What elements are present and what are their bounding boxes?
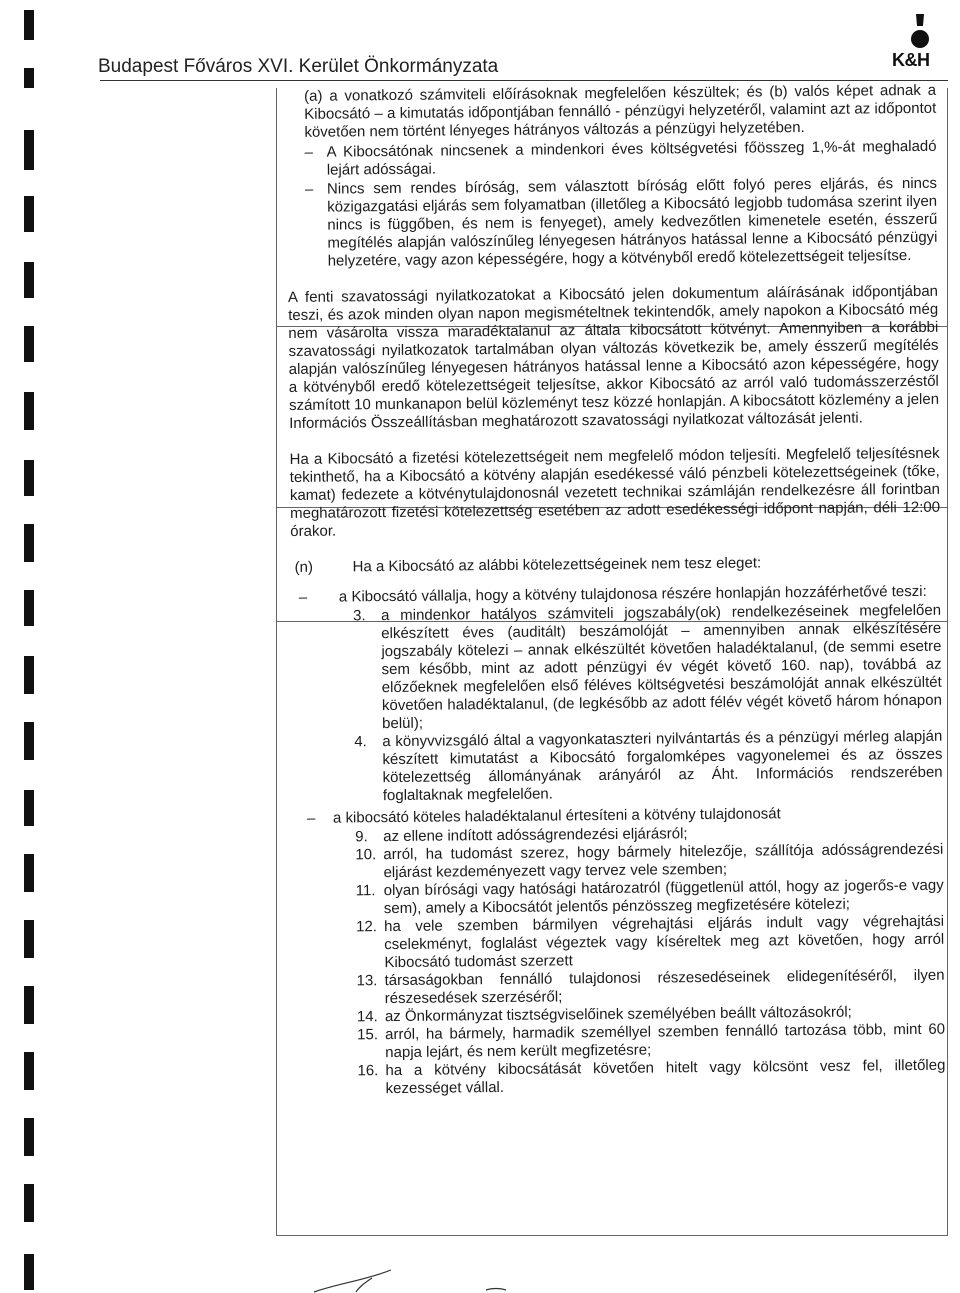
item-number: 12.: [355, 918, 377, 936]
item-number: 11.: [355, 882, 376, 900]
numbered-item-text: az Önkormányzat tisztségviselőinek személyében beállt változásokról;: [384, 1003, 852, 1026]
scan-binder-mark: [24, 326, 34, 362]
numbered-item: [294, 913, 944, 973]
numbered-item: [292, 728, 943, 806]
list-item: [287, 138, 937, 180]
section-label: (n): [294, 558, 314, 576]
section-heading-text: Ha a Kibocsátó az alábbi kötelezettségeinek nem tesz eleget:: [352, 554, 762, 576]
item-number: 16.: [357, 1062, 379, 1080]
item-number: 9.: [355, 828, 368, 846]
item-number: 4.: [354, 733, 367, 751]
section-n-heading: [291, 553, 941, 577]
dash-bullet: –: [304, 143, 314, 161]
list-item-text: a Kibocsátó vállalja, hogy a kötvény tulajdonosa részére honlapján hozzáférhetővé teszi:: [338, 582, 927, 606]
numbered-item: [293, 841, 943, 883]
scan-binder-mark: [24, 656, 34, 694]
list-item-text: Nincs sem rendes bíróság, sem választott bíróság előtt folyó peres eljárás, és nincs közigazgatási eljárás sem folyamatban (illetőleg a Kibocsátó legjobb tudomása szerint ilyen nincs is függőben, és nem is fenyeget), amely kedvezőtlen kimenetele esetén, ésszerű megítélés alapján valószínűleg lényegesen hátrányos hatással lenne a Kibocsátó pénzügyi helyzetére, vagy azon képességére, hogy a kötvényből eredő kötelezettségeit teljesítse.: [326, 174, 938, 270]
numbered-item-text: az ellene indított adósságrendezési eljárásról;: [383, 825, 688, 846]
dash-bullet: –: [304, 180, 314, 198]
list-item: [287, 175, 938, 271]
numbered-item: [294, 967, 944, 1009]
item-number: 13.: [356, 972, 378, 990]
item-number: 14.: [356, 1008, 378, 1026]
scan-binder-mark: [24, 392, 34, 430]
scan-binder-mark: [24, 1052, 34, 1090]
scan-binder-mark: [24, 722, 34, 760]
scan-binder-mark: [24, 854, 34, 892]
document-body: [286, 82, 946, 1099]
scan-binder-mark: [24, 790, 34, 826]
list-item-text: a kibocsátó köteles haladéktalanul értesíteni a kötvény tulajdonosát: [332, 805, 781, 827]
paragraph-warranty-statements: A fenti szavatossági nyilatkozatokat a Kibocsátó jelen dokumentum aláírásának időpontjában teszi, és azok minden olyan napon megismételtnek tekintendők, amely napokon a Kibocsátó még nem vásárolta vissza maradéktalanul az általa kibocsátott kötvényt. Amennyiben a korábbi szavatossági nyilatkozatok tartalmában olyan változás következik be, amely ésszerű megítélés alapján valószínűleg lényegesen hátrányos hatással lenne a Kibocsátó azon képességére, hogy a kötvényből eredő kötelezettségeit teljesítse, akkor Kibocsátó az arról való tudomásszerzéstől számított 10 munkanapon belül közleményt tesz közzé honlapján. A kibocsátott közlemény a jelen Információs Összeállításban meghatározott szavatossági nyilatkozat változását jelenti.: [287, 282, 940, 432]
kh-logo-text: K&H: [892, 50, 930, 70]
numbered-item-text: arról, ha bármely, harmadik személlyel szemben fennálló tartozása több, mint 60 napja lejárt, és nem került megfizetésre;: [385, 1020, 946, 1062]
scan-binder-mark: [24, 10, 34, 40]
scan-binder-mark: [24, 524, 34, 562]
item-number: 3.: [352, 607, 366, 625]
scan-binder-mark: [24, 1254, 34, 1290]
page-header-title: Budapest Főváros XVI. Kerület Önkormányzata: [98, 56, 499, 77]
scan-binder-mark: [24, 1184, 34, 1222]
numbered-item-text: a könyvvizsgáló által a vagyonkataszteri nyilvántartás és a pénzügyi mérleg alapján készített kimutatást a Kibocsátó forgalomképes vagyonelemei és az összes kötelezettség állományának arányáról az Áht. Információs rendszerében foglaltaknak megfelelően.: [382, 727, 943, 805]
kh-logo-icon: [911, 14, 929, 48]
numbered-item-text: olyan bírósági vagy hatósági határozatról (függetlenül attól, hogy az jogerős-e vagy sem), amely a Kibocsátót jelentős pénzösszeg megfizetésére kötelezi;: [383, 876, 944, 918]
scan-binder-mark: [24, 196, 34, 232]
scan-binder-mark: [24, 262, 34, 298]
item-number: 15.: [357, 1026, 379, 1044]
dash-bullet: –: [306, 809, 316, 827]
numbered-item: [295, 1021, 945, 1063]
numbered-item-text: ha a kötvény kibocsátását követően hitelt vagy kölcsönt vesz fel, illetőleg kezességet vállal.: [385, 1056, 946, 1098]
scan-binder-mark: [24, 1118, 34, 1156]
kh-logo: [890, 14, 948, 76]
header-divider: [100, 80, 948, 81]
numbered-item-text: a mindenkor hatályos számviteli jogszabály(ok) rendelkezéseinek megfelelően elkészített éves (auditált) beszámolóját – amennyiben annak elkészítésére jogszabály kötelezi – annak elkészültét követően haladéktalanul, (de semmi esetre sem később, mint az adott pénzügyi év végét követő 160. nap), továbbá az előzőeknek megfelelően első féléves költségvetési beszámolóját annak elkészültét követően haladéktalanul, (de legkésőbb az adott félév végét követő három hónapon belül);: [380, 601, 942, 733]
scan-binder-mark: [24, 920, 34, 958]
handwritten-signature-mark: [296, 1262, 516, 1293]
numbered-item-text: arról, ha tudomást szerez, hogy bármely hitelezője, szállítója adósságrendezési eljárást kezdeményezett vagy tervez vele szemben;: [383, 840, 944, 882]
paragraph-payment-obligation: Ha a Kibocsátó a fizetési kötelezettségeit nem megfelelő módon teljesíti. Megfelelő teljesítésnek tekinthető, ha a Kibocsátó a kötvény alapján esedékessé váló pénzbeli kötelezettségeinek (tőke, kamat) fedezete a kötvénytulajdonosnál vezetett technikai számláján rendelkezésre áll forintban meghatározott fizetési kötelezettség esetében az adott esedékességi időpont napján, déli 12:00 órakor.: [289, 444, 941, 540]
item-number: 10.: [355, 846, 377, 864]
numbered-item-text: társaságokban fennálló tulajdonosi részesedéseinek elidegenítéséről, ilyen részesedések szerzéséről;: [384, 966, 945, 1008]
scan-binder-mark: [24, 460, 34, 496]
scan-binder-mark: [24, 590, 34, 626]
numbered-item: [291, 602, 942, 734]
dash-bullet: –: [298, 588, 308, 606]
numbered-item-text: ha vele szemben bármilyen végrehajtási eljárás indult vagy végrehajtási cselekményt, foglalást végeztek vagy kíséreltek meg azt követően, hogy arról Kibocsátó tudomást szerzett: [383, 912, 945, 972]
scan-binder-mark: [24, 986, 34, 1024]
list-item-text: A Kibocsátónak nincsenek a mindenkori éves költségvetési főösszeg 1,%-át meghaladó lejárt adósságai.: [326, 137, 937, 179]
paragraph-financial-statements: (a) a vonatkozó számviteli előírásoknak megfelelően készültek; és (b) valós képet adnak a Kibocsátó – a kimutatás időpontjában fennálló - pénzügyi helyzetéről, valamint azt az időpontot követően nem történt lényeges hátrányos változás a pénzügyi helyzetében.: [303, 81, 937, 141]
numbered-item: [294, 877, 944, 919]
numbered-item: [295, 1057, 945, 1099]
scan-binder-mark: [24, 130, 34, 170]
scan-binder-mark: [24, 68, 34, 88]
